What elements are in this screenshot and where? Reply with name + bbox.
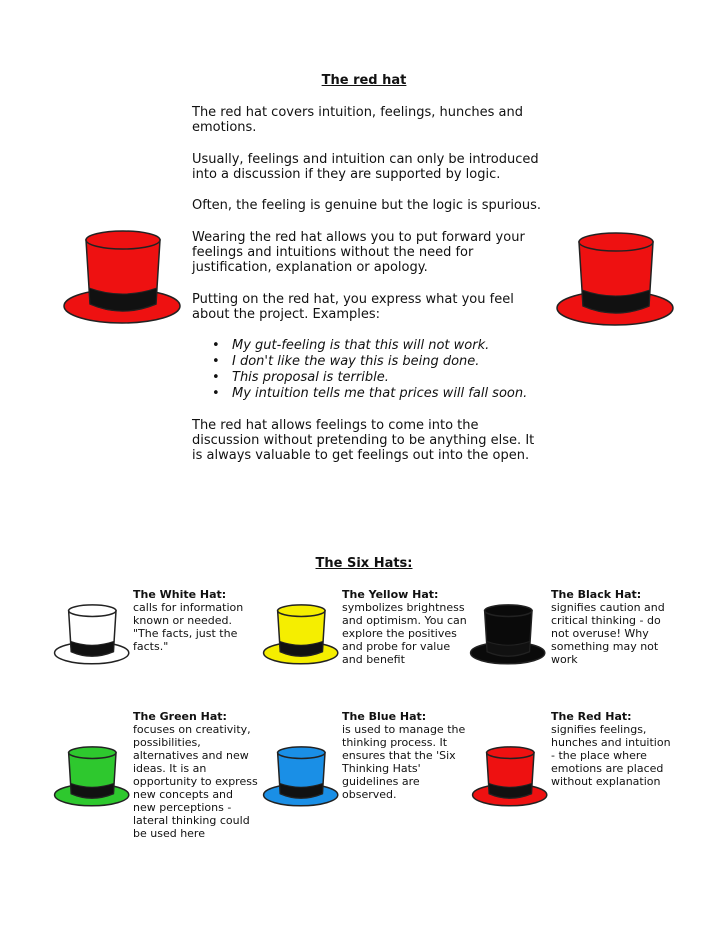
hat-description: signifies caution and critical thinking - do not overuse! Why something may not work xyxy=(551,601,665,666)
list-item: • My intuition tells me that prices will fall soon. xyxy=(212,386,527,402)
hat-name: The White Hat: xyxy=(133,588,227,601)
hat-name: The Yellow Hat: xyxy=(342,588,439,601)
six-hats-title: The Six Hats: xyxy=(315,556,413,571)
red-hat-icon xyxy=(553,230,678,330)
hat-card-green xyxy=(133,710,258,840)
hat-card-red xyxy=(551,710,676,788)
paragraph-spurious: Often, the feeling is genuine but the logic is spurious. xyxy=(192,198,542,213)
hat-name: The Blue Hat: xyxy=(342,710,427,723)
hat-card-black xyxy=(551,588,676,666)
red-hat-icon xyxy=(470,745,550,810)
hat-card-white xyxy=(133,588,258,653)
hat-name: The Red Hat: xyxy=(551,710,632,723)
yellow-hat-icon xyxy=(261,603,341,668)
hat-description: focuses on creativity, possibilities, alternatives and new ideas. It is an opportunity to express new concepts and new perceptions - lateral thinking could be used here xyxy=(133,723,258,840)
hat-name: The Green Hat: xyxy=(133,710,227,723)
paragraph-putting-on: Putting on the red hat, you express what you feel about the project. Examples: xyxy=(192,292,514,322)
hat-card-blue xyxy=(342,710,467,801)
red-hat-title: The red hat xyxy=(321,73,407,88)
hat-description: symbolizes brightness and optimism. You can explore the positives and probe for value and benefit xyxy=(342,601,467,666)
list-item: • This proposal is terrible. xyxy=(212,370,527,386)
red-hat-icon xyxy=(60,228,185,328)
list-item: • My gut-feeling is that this will not work. xyxy=(212,338,527,354)
examples-list xyxy=(212,338,527,402)
hat-description: signifies feelings, hunches and intuition - the place where emotions are placed without explanation xyxy=(551,723,671,788)
paragraph-intro: The red hat covers intuition, feelings, hunches and emotions. xyxy=(192,105,523,135)
hat-name: The Black Hat: xyxy=(551,588,642,601)
hat-description: is used to manage the thinking process. It ensures that the 'Six Thinking Hats' guidelines are observed. xyxy=(342,723,466,801)
paragraph-closing: The red hat allows feelings to come into the discussion without pretending to be anything else. It is always valuable to get feelings out into the open. xyxy=(192,418,535,463)
blue-hat-icon xyxy=(261,745,341,810)
green-hat-icon xyxy=(52,745,132,810)
white-hat-icon xyxy=(52,603,132,668)
hat-description: calls for information known or needed. "The facts, just the facts." xyxy=(133,601,244,653)
hat-card-yellow xyxy=(342,588,467,666)
list-item: • I don't like the way this is being done. xyxy=(212,354,527,370)
paragraph-wearing: Wearing the red hat allows you to put forward your feelings and intuitions without the need for justification, explanation or apology. xyxy=(192,230,525,275)
black-hat-icon xyxy=(468,603,548,668)
paragraph-logic: Usually, feelings and intuition can only be introduced into a discussion if they are supported by logic. xyxy=(192,152,539,182)
